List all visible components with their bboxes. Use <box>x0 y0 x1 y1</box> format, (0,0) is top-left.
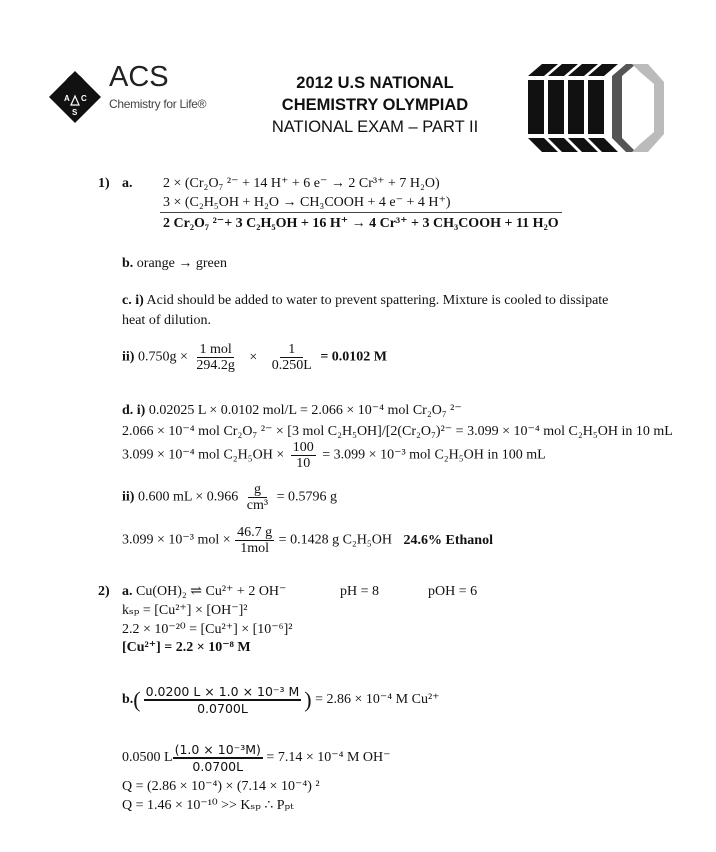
q1c-text-cont: heat of dilution. <box>122 313 212 328</box>
fraction <box>235 525 274 556</box>
ksp-substitution: 2.2 × 10⁻²⁰ = [Cu²⁺] × [10⁻⁶]² <box>122 622 293 637</box>
fraction <box>270 342 314 373</box>
calc-result: = 0.1428 g C₂H₅OH <box>278 532 392 548</box>
q1cii-calculation <box>122 342 387 373</box>
q1d-line-3 <box>122 440 546 471</box>
denominator: 0.250L <box>271 358 312 373</box>
q1dii-label: ii) <box>122 489 135 505</box>
calc-term: 0.0500 L <box>122 750 173 766</box>
acs-logo-text: ACS <box>109 61 169 93</box>
q1c-text: Acid should be added to water to prevent spattering. Mixture is cooled to dissipate <box>146 293 609 308</box>
ethanol-percent-answer: 24.6% Ethanol <box>403 532 493 548</box>
fraction <box>291 440 316 471</box>
calc-result: = 3.099 × 10⁻³ mol C₂H₅OH in 100 mL <box>322 447 546 463</box>
q1b-answer: orange → green <box>136 256 227 271</box>
q1a-label: a. <box>122 176 133 191</box>
fraction <box>144 684 302 716</box>
denominator: 294.2g <box>196 358 235 373</box>
q1cii-label: ii) <box>122 349 135 365</box>
q-result: Q = 1.46 × 10⁻¹⁰ >> Kₛₚ ∴ Pₚₜ <box>122 798 294 813</box>
q1a-overall-reaction: 2 Cr₂O₇ ²⁻+ 3 C₂H₅OH + 16 H⁺ → 4 Cr³⁺ + 3 CH₃COOH + 11 H₂O <box>163 216 559 231</box>
sum-divider <box>160 212 562 213</box>
q1d-line-2: 2.066 × 10⁻⁴ mol Cr₂O₇ ²⁻ × [3 mol C₂H₅OH]/[2(Cr₂O₇)²⁻ = 3.099 × 10⁻⁴ mol C₂H₅OH in 10 mL <box>122 424 673 439</box>
title-line-2: CHEMISTRY OLYMPIAD <box>281 96 469 114</box>
q2b-label: b. <box>122 692 134 708</box>
poh-value: pOH = 6 <box>428 584 478 599</box>
q-expression: Q = (2.86 × 10⁻⁴) × (7.14 × 10⁻⁴) ² <box>122 779 320 794</box>
exam-title <box>250 72 500 138</box>
q1d-line-5 <box>122 525 493 556</box>
q2a-equilibrium: Cu(OH)₂ ⇌ Cu²⁺ + 2 OH⁻ <box>136 584 287 599</box>
denominator: 10 <box>296 456 311 471</box>
denominator: cm³ <box>246 498 269 513</box>
calc-term: 0.600 mL × 0.966 <box>137 489 239 505</box>
svg-text:C: C <box>81 94 87 103</box>
q2b-line-1 <box>122 684 440 716</box>
oh-diluted-concentration: = 7.14 × 10⁻⁴ M OH⁻ <box>266 750 391 766</box>
q1a-half-reaction-1: 2 × (Cr₂O₇ ²⁻ + 14 H⁺ + 6 e⁻ → 2 Cr³⁺ + 7 H₂O) <box>163 176 440 191</box>
cu-diluted-concentration: = 2.86 × 10⁻⁴ M Cu²⁺ <box>315 692 440 708</box>
olympiad-logo-icon <box>528 62 678 154</box>
open-paren: ( <box>133 687 141 712</box>
numerator: 1 mol <box>199 342 232 357</box>
fraction <box>245 482 270 513</box>
calc-term: 0.750g × <box>137 349 188 365</box>
numerator: 1 <box>280 342 303 358</box>
numerator: 0.0200 L × 1.0 × 10⁻³ M <box>145 684 300 699</box>
acs-logo <box>45 63 225 123</box>
q1a-half-reaction-2: 3 × (C₂H₅OH + H₂O → CH₃COOH + 4 e⁻ + 4 H⁺) <box>163 195 451 210</box>
numerator: 100 <box>292 440 314 455</box>
calc-result: = 0.5796 g <box>276 489 337 505</box>
svg-text:S: S <box>72 108 78 117</box>
q1c-label: c. i) <box>122 293 144 308</box>
numerator: 46.7 g <box>237 525 273 540</box>
q1dii-line <box>122 482 337 513</box>
q1d-line-1: 0.02025 L × 0.0102 mol/L = 2.066 × 10⁻⁴ mol Cr₂O₇ ²⁻ <box>148 403 462 418</box>
acs-tagline: Chemistry for Life® <box>109 97 207 111</box>
title-line-1: 2012 U.S NATIONAL <box>296 74 454 92</box>
denominator: 0.0700L <box>197 701 248 716</box>
fraction <box>173 742 263 774</box>
times-sign: × <box>249 349 258 365</box>
q1d-label: d. i) <box>122 403 146 418</box>
acs-diamond-eagle-icon <box>45 63 105 123</box>
ksp-expression: kₛₚ = [Cu²⁺] × [OH⁻]² <box>122 603 248 618</box>
q1-number: 1) <box>98 176 110 191</box>
numerator: (1.0 × 10⁻³M) <box>174 742 261 757</box>
q2-number: 2) <box>98 584 110 599</box>
denominator: 0.0700L <box>192 759 244 774</box>
svg-text:A: A <box>64 94 70 103</box>
close-paren: ) <box>304 687 312 712</box>
denominator: 1mol <box>240 541 270 556</box>
q2a-label: a. <box>122 584 133 599</box>
calc-term: 3.099 × 10⁻⁴ mol C₂H₅OH × <box>122 447 285 463</box>
q1cii-result: = 0.0102 M <box>320 349 388 365</box>
q2b-line-2 <box>122 742 391 774</box>
q1b-label: b. <box>122 256 134 271</box>
ph-value: pH = 8 <box>340 584 380 599</box>
fraction <box>194 342 237 373</box>
numerator: g <box>248 482 267 498</box>
cu-concentration-answer: [Cu²⁺] = 2.2 × 10⁻⁸ M <box>122 640 251 655</box>
calc-term: 3.099 × 10⁻³ mol × <box>122 532 231 548</box>
title-line-3: NATIONAL EXAM – PART II <box>271 118 479 136</box>
